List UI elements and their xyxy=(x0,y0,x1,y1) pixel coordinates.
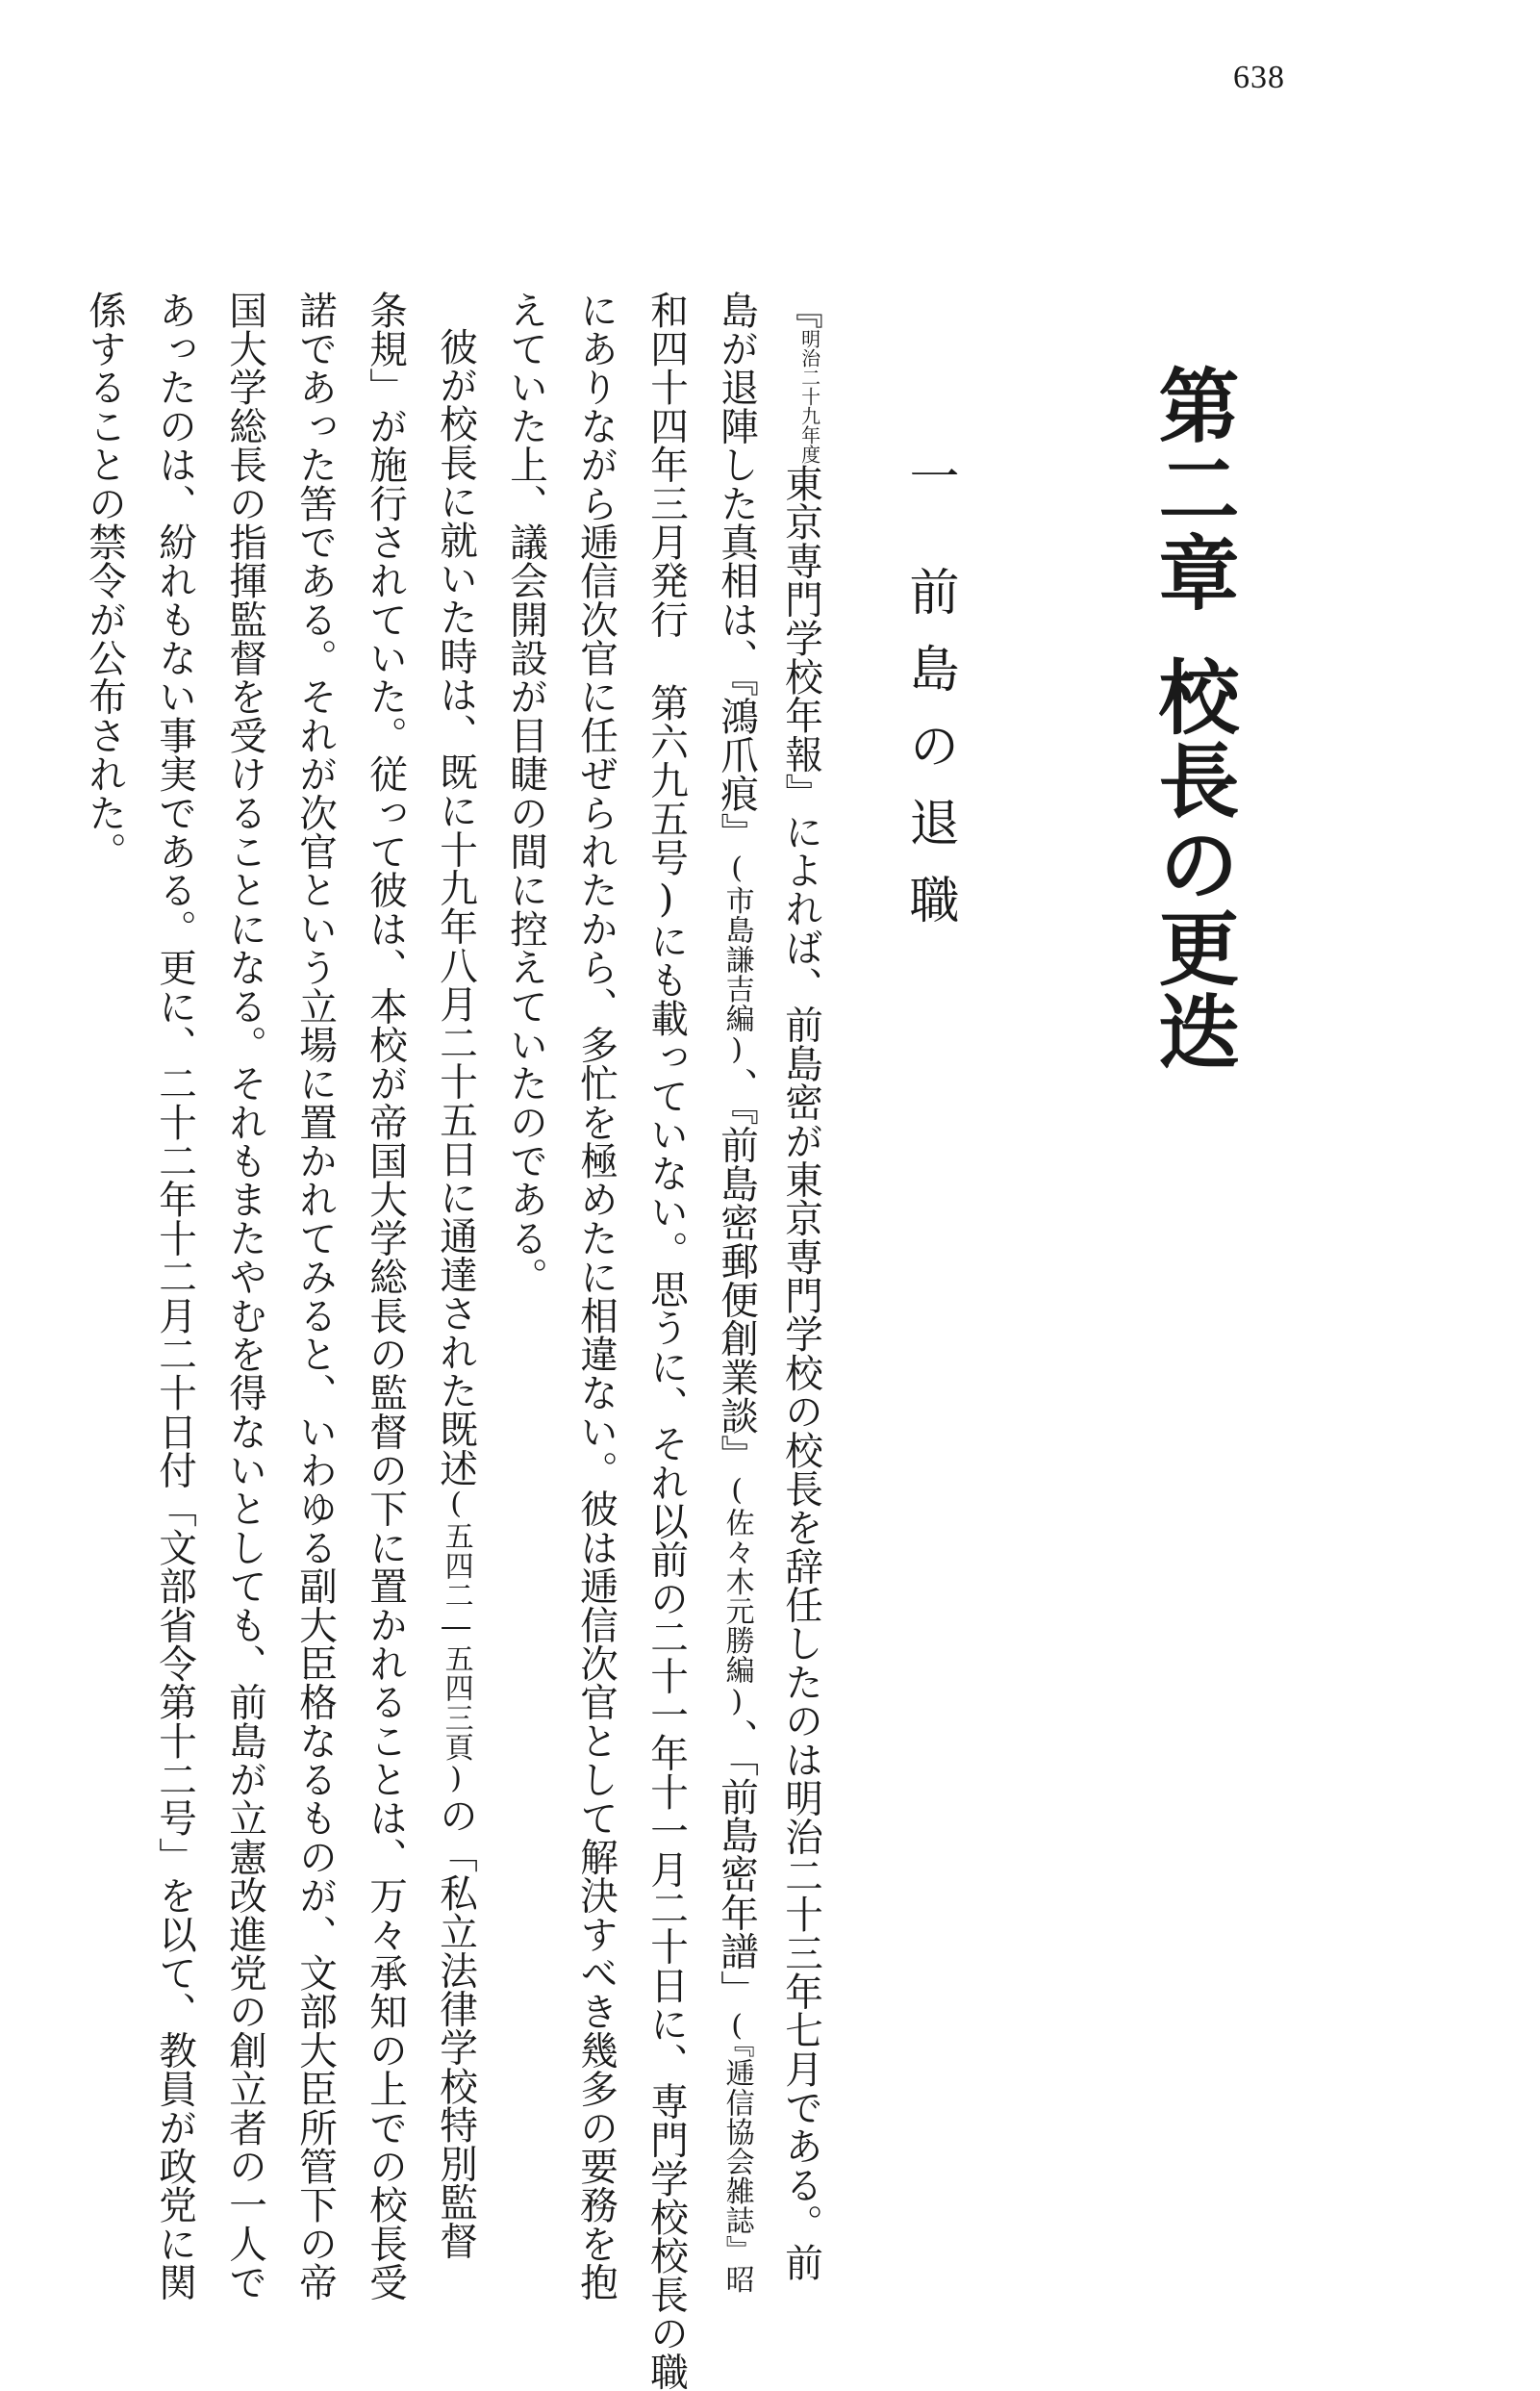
col3-text: 和四十四年三月発行 第六九五号)にも載っていない。思うに、それ以前の二十一年十一月二十日に、専門学校校長の職 xyxy=(644,291,689,2391)
chapter-title xyxy=(1146,364,1241,1074)
warichu-note xyxy=(797,329,821,465)
chapter-number: 第二章 xyxy=(1146,364,1241,615)
col9-text: 国大学総長の指揮監督を受けることになる。それもまたやむを得ないとしても、前島が立憲改進党の創立者の一人で xyxy=(222,291,267,2302)
col4-text: にありながら逓信次官に任ぜられたから、多忙を極めたに相違ない。彼は逓信次官として解決すべき幾多の要務を抱 xyxy=(573,291,619,2302)
col8-text: 諾であった筈である。それが次官という立場に置かれてみると、いわゆる副大臣格なるものが、文部大臣所管下の帝 xyxy=(292,291,338,2302)
col6-note: (五四二―五四三頁) xyxy=(439,1487,473,1796)
body-column-7 xyxy=(363,291,408,2302)
body-column-5 xyxy=(503,291,548,1296)
col2-note-1: (市島謙吉編) xyxy=(720,852,754,1068)
warichu-right: 明治二十 xyxy=(797,329,821,407)
body-column-8 xyxy=(292,291,338,2302)
body-column-2 xyxy=(714,291,759,2295)
col5-text: えていた上、議会開設が目睫の間に控えていたのである。 xyxy=(503,291,548,1296)
body-column-10 xyxy=(152,291,197,2302)
col2-text-c: 、「前島密年譜」 xyxy=(714,1718,759,2010)
col2-note-2: (佐々木元勝編) xyxy=(720,1473,754,1719)
col10-text: あったのは、紛れもない事実である。更に、二十二年十二月二十日付「文部省令第十二号」を以て、教員が政党に関 xyxy=(152,291,197,2302)
body-column-9 xyxy=(222,291,267,2302)
body-column-4 xyxy=(573,291,619,2302)
warichu-left: 九年度 xyxy=(797,406,821,465)
col11-text: 係することの禁令が公布された。 xyxy=(82,291,127,871)
body-column-1 xyxy=(778,291,823,2282)
page-number: 638 xyxy=(1233,60,1285,95)
col6-text-a: 彼が校長に就いた時は、既に十九年八月二十五日に通達された既述 xyxy=(433,327,478,1488)
body-column-11 xyxy=(82,291,127,871)
col2-note-3: (『逓信協会雑誌』昭 xyxy=(720,2009,754,2295)
section-title xyxy=(900,450,958,951)
section-number: 一 xyxy=(900,450,958,527)
body-column-3 xyxy=(644,291,689,2391)
col2-text-b: 、『前島密郵便創業談』 xyxy=(714,1067,759,1474)
open-bracket: 『 xyxy=(778,291,823,330)
section-name: 前島の退職 xyxy=(900,566,958,951)
col7-text: 条規」が施行されていた。従って彼は、本校が帝国大学総長の監督の下に置かれることは、万々承知の上での校長受 xyxy=(363,291,408,2302)
col6-text-b: の「私立法律学校特別監督 xyxy=(433,1795,478,2260)
col1-text: 東京専門学校年報』によれば、前島密が東京専門学校の校長を辞任したのは明治二十三年七月である。前 xyxy=(778,464,823,2282)
body-column-6 xyxy=(433,327,478,2260)
chapter-name: 校長の更迭 xyxy=(1146,655,1241,1074)
col2-text-a: 島が退陣した真相は、『鴻爪痕』 xyxy=(714,291,759,852)
